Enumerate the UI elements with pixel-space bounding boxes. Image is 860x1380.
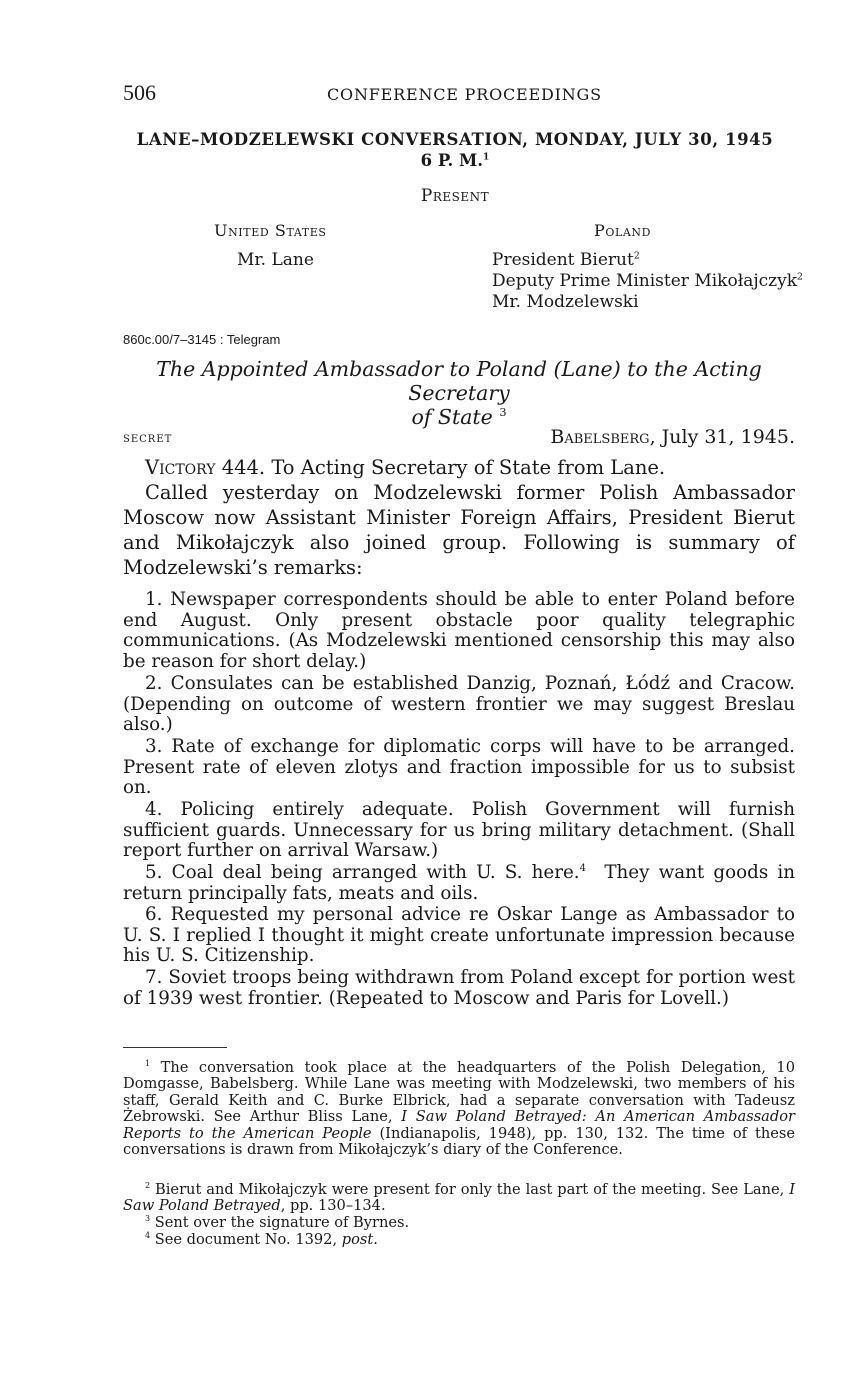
poland-participants bbox=[492, 250, 803, 313]
heading-line-2: of State $^3$ bbox=[411, 405, 507, 429]
title-time: 6 P. M. bbox=[420, 151, 484, 170]
poland-participant: Deputy Prime Minister Mikołajczyk$^2$ bbox=[492, 271, 803, 291]
running-title: CONFERENCE PROCEEDINGS bbox=[327, 85, 602, 104]
us-participant: Mr. Lane bbox=[237, 250, 314, 270]
list-item: 7. Soviet troops being withdrawn from Poland except for portion west of 1939 west frontier. (Repeated to Moscow and Paris for Lovell.) bbox=[123, 967, 795, 1009]
file-reference: 860c.00/7–3145 : Telegram bbox=[123, 332, 281, 347]
victory-text: 444. To Acting Secretary of State from Lane. bbox=[215, 456, 666, 479]
list-item: 6. Requested my personal advice re Oskar Lange as Ambassador to U. S. I replied I thought it might create unfortunate impression because his U. S. Citizenship. bbox=[123, 904, 795, 967]
list-item: 3. Rate of exchange for diplomatic corps will have to be arranged. Present rate of eleven zlotys and fraction impossible for us to subsist on. bbox=[123, 736, 795, 799]
poland-participant: President Bierut$^2$ bbox=[492, 250, 640, 270]
list-item: 2. Consulates can be established Danzig, Poznań, Łódź and Cracow. (Depending on outcome of western frontier we may suggest Breslau also.) bbox=[123, 673, 795, 736]
footnote-4: $^4$ See document No. 1392, post. bbox=[145, 1231, 378, 1248]
page-title: LANE–MODZELEWSKI CONVERSATION, MONDAY, JULY 30, 1945 bbox=[136, 130, 774, 149]
victory-line bbox=[123, 455, 795, 480]
poland-column-label: Poland bbox=[594, 221, 652, 240]
present-label: Present bbox=[420, 186, 490, 206]
document-heading bbox=[123, 357, 795, 429]
us-column-label: United States bbox=[214, 221, 327, 240]
footnote-1: $^1$ The conversation took place at the headquarters of the Polish Delegation, 10 Domgasse, Babelsberg. While Lane was meeting with Modzelewski, two members of his staff, Gerald Keith and C. Burke Elbrick, had a separate conversation with Tadeusz Żebrowski. See Arthur Bliss Lane, I Saw Poland Betrayed: An American Ambassador Reports to the American People (Indianapolis, 1948), pp. 130, 132. The time of these conversations is drawn from Mikołajczyk’s diary of the Conference. bbox=[123, 1059, 795, 1159]
footnote-ref-4: 4 bbox=[579, 862, 587, 874]
place-date bbox=[550, 426, 795, 448]
footnote-divider bbox=[123, 1047, 227, 1048]
intro-paragraph: Called yesterday on Modzelewski former Polish Ambassador Moscow now Assistant Minister Foreign Affairs, President Bierut and Mikołajczyk also joined group. Following is summary of Modzelewski’s remarks: bbox=[123, 481, 795, 579]
classification: secret bbox=[123, 430, 173, 446]
page-number: 506 bbox=[123, 80, 156, 105]
place: Babelsberg bbox=[550, 426, 650, 448]
victory-label: Victory bbox=[145, 456, 216, 479]
footnote-2: $^2$ Bierut and Mikołajczyk were present for only the last part of the meeting. See Lane, I Saw Poland Betrayed, pp. 130–134. bbox=[123, 1181, 795, 1215]
date: , July 31, 1945. bbox=[649, 426, 795, 448]
footnote-3: $^3$ Sent over the signature of Byrnes. bbox=[145, 1214, 410, 1231]
heading-line-1: The Appointed Ambassador to Poland (Lane) to the Acting Secretary bbox=[156, 357, 762, 405]
page-subtitle-time bbox=[0, 151, 860, 170]
footnote-ref-1: 1 bbox=[483, 151, 490, 163]
poland-participant: Mr. Modzelewski bbox=[492, 292, 639, 312]
footnote-ref-3: 3 bbox=[499, 406, 507, 420]
list-item: 4. Policing entirely adequate. Polish Government will furnish sufficient guards. Unnecessary for us bring military detachment. (Shall report further on arrival Warsaw.) bbox=[123, 799, 795, 862]
list-item: 1. Newspaper correspondents should be able to enter Poland before end August. Only present obstacle poor quality telegraphic communications. (As Modzelewski mentioned censorship this may also be reason for short delay.) bbox=[123, 589, 795, 673]
list-item: 5. Coal deal being arranged with U. S. here.$^4$ They want goods in return principally fats, meats and oils. bbox=[123, 862, 795, 904]
